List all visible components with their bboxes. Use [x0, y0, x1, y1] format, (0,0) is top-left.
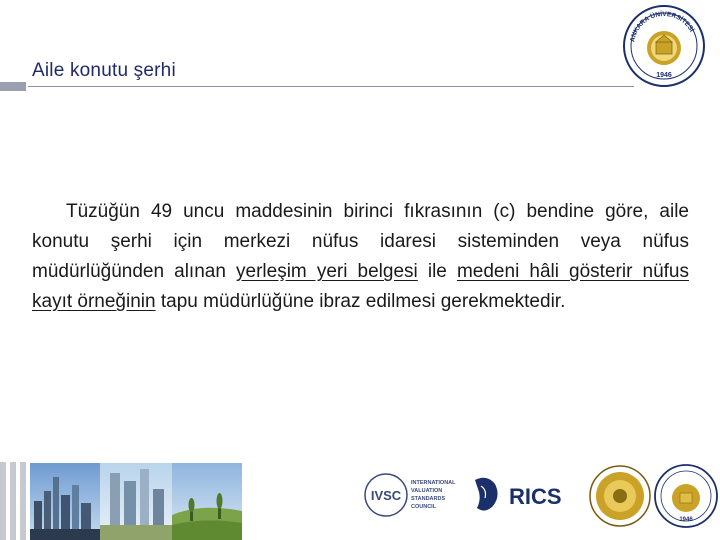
gold-seal-logo [590, 466, 650, 526]
paragraph-text-2: ile [417, 261, 457, 282]
ivsc-line-4: COUNCIL [411, 504, 437, 510]
city-landscape-photo [30, 463, 242, 540]
rics-logo [475, 478, 562, 511]
footer-partner-logos [355, 462, 720, 540]
ivsc-line-2: VALUATION [411, 488, 443, 494]
ivsc-line-3: STANDARDS [411, 496, 446, 502]
header-divider [28, 86, 634, 87]
body-paragraph [32, 197, 689, 317]
university-seal-footer-logo [655, 465, 717, 527]
seal-text: ANKARA ÜNİVERSİTESİ [629, 10, 696, 43]
ivsc-logo-label: IVSC [370, 488, 402, 503]
slide-title: Aile konutu şerhi [32, 60, 176, 81]
footer-seal-year: 1946 [679, 517, 693, 523]
rics-logo-label: RICS [509, 484, 562, 509]
seal-year: 1946 [656, 72, 672, 79]
paragraph-text-3: tapu müdürlüğüne ibraz edilmesi gerekmektedir. [155, 291, 566, 312]
underlined-term-residence-certificate: yerleşim yeri belgesi [236, 261, 418, 282]
paragraph-text-1: Tüzüğün 49 uncu maddesinin birinci fıkrasının (c) bendine göre, aile konutu şerhi için merkezi nüfus idaresi sisteminden veya nüfus müdürlüğünden alınan [32, 201, 689, 282]
header-accent-bar [0, 82, 26, 91]
university-seal-logo [622, 4, 706, 88]
underlined-term-population-record: medeni hâli gösterir nüfus kayıt örneğinin [32, 261, 689, 312]
ivsc-line-1: INTERNATIONAL [411, 480, 456, 486]
ivsc-logo [365, 474, 456, 516]
